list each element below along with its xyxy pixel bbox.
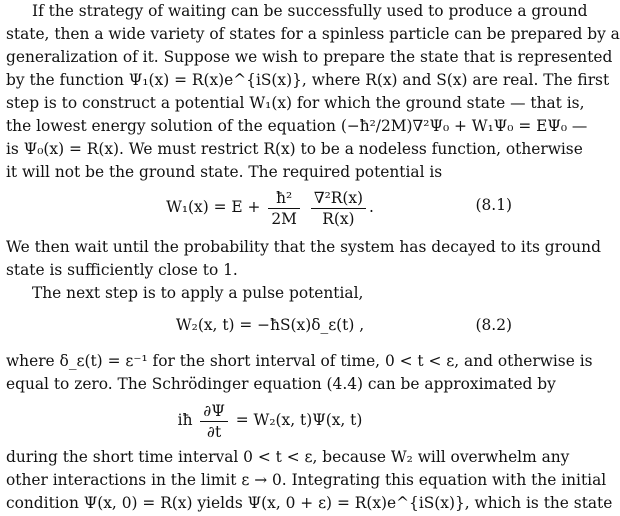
text-line: where δ_ε(t) = ε⁻¹ for the short interval of time, 0 < t < ε, and otherwise is — [6, 352, 593, 370]
equation-8-1: W₁(x) = E + $\frac{\text{ħ²}}{2M}$ $\frac{\text{∇²R(x)}}{R(x)}$ . — [166, 188, 374, 228]
text-line: during the short time interval 0 < t < ε, because W₂ will overwhelm any — [6, 448, 570, 466]
text-line: by the function Ψ₁(x) = R(x)e^{iS(x)}, where R(x) and S(x) are real. The first — [6, 71, 610, 89]
text-line: We then wait until the probability that the system has decayed to its ground — [6, 238, 601, 256]
fraction: $\frac{\text{ħ²}}{2M}$ — [268, 188, 300, 229]
fraction: $\frac{\partial\Psi}{\partial t}$ — [200, 401, 227, 442]
text-line: is Ψ₀(x) = R(x). We must restrict R(x) to be a nodeless function, otherwise — [6, 140, 583, 158]
text-line: other interactions in the limit ε → 0. Integrating this equation with the initial — [6, 471, 607, 489]
equation-8-2: W₂(x, t) = −ħS(x)δ_ε(t) , — [175, 316, 365, 334]
text-line: step is to construct a potential W₁(x) for which the ground state — that is, — [6, 94, 585, 112]
equation-lhs: W₁(x) = E + — [166, 198, 261, 216]
text-line: The next step is to apply a pulse potential, — [32, 284, 364, 302]
text-line: If the strategy of waiting can be successfully used to produce a ground — [32, 2, 588, 20]
fraction: $\frac{\text{∇²R(x)}}{R(x)}$ — [311, 188, 366, 229]
text-line: it will not be the ground state. The required potential is — [6, 163, 443, 181]
equation-number: (8.2) — [475, 316, 512, 334]
equation-number: (8.1) — [475, 196, 512, 214]
text-line: equal to zero. The Schrödinger equation (4.4) can be approximated by — [6, 375, 556, 393]
text-line: state is sufficiently close to 1. — [6, 261, 238, 279]
text-line: the lowest energy solution of the equation (−ħ²/2M)∇²Ψ₀ + W₁Ψ₀ = EΨ₀ — — [6, 117, 588, 135]
text-line: state, then a wide variety of states for a spinless particle can be prepared by a — [6, 25, 620, 43]
text-line: generalization of it. Suppose we wish to prepare the state that is represented — [6, 48, 613, 66]
text-line: condition Ψ(x, 0) = R(x) yields Ψ(x, 0 + ε) = R(x)e^{iS(x)}, which is the state — [6, 494, 613, 512]
equation-schrodinger: iħ $\frac{\partial\Psi}{\partial t}$ = W₂(x, t)Ψ(x, t) — [177, 401, 363, 441]
